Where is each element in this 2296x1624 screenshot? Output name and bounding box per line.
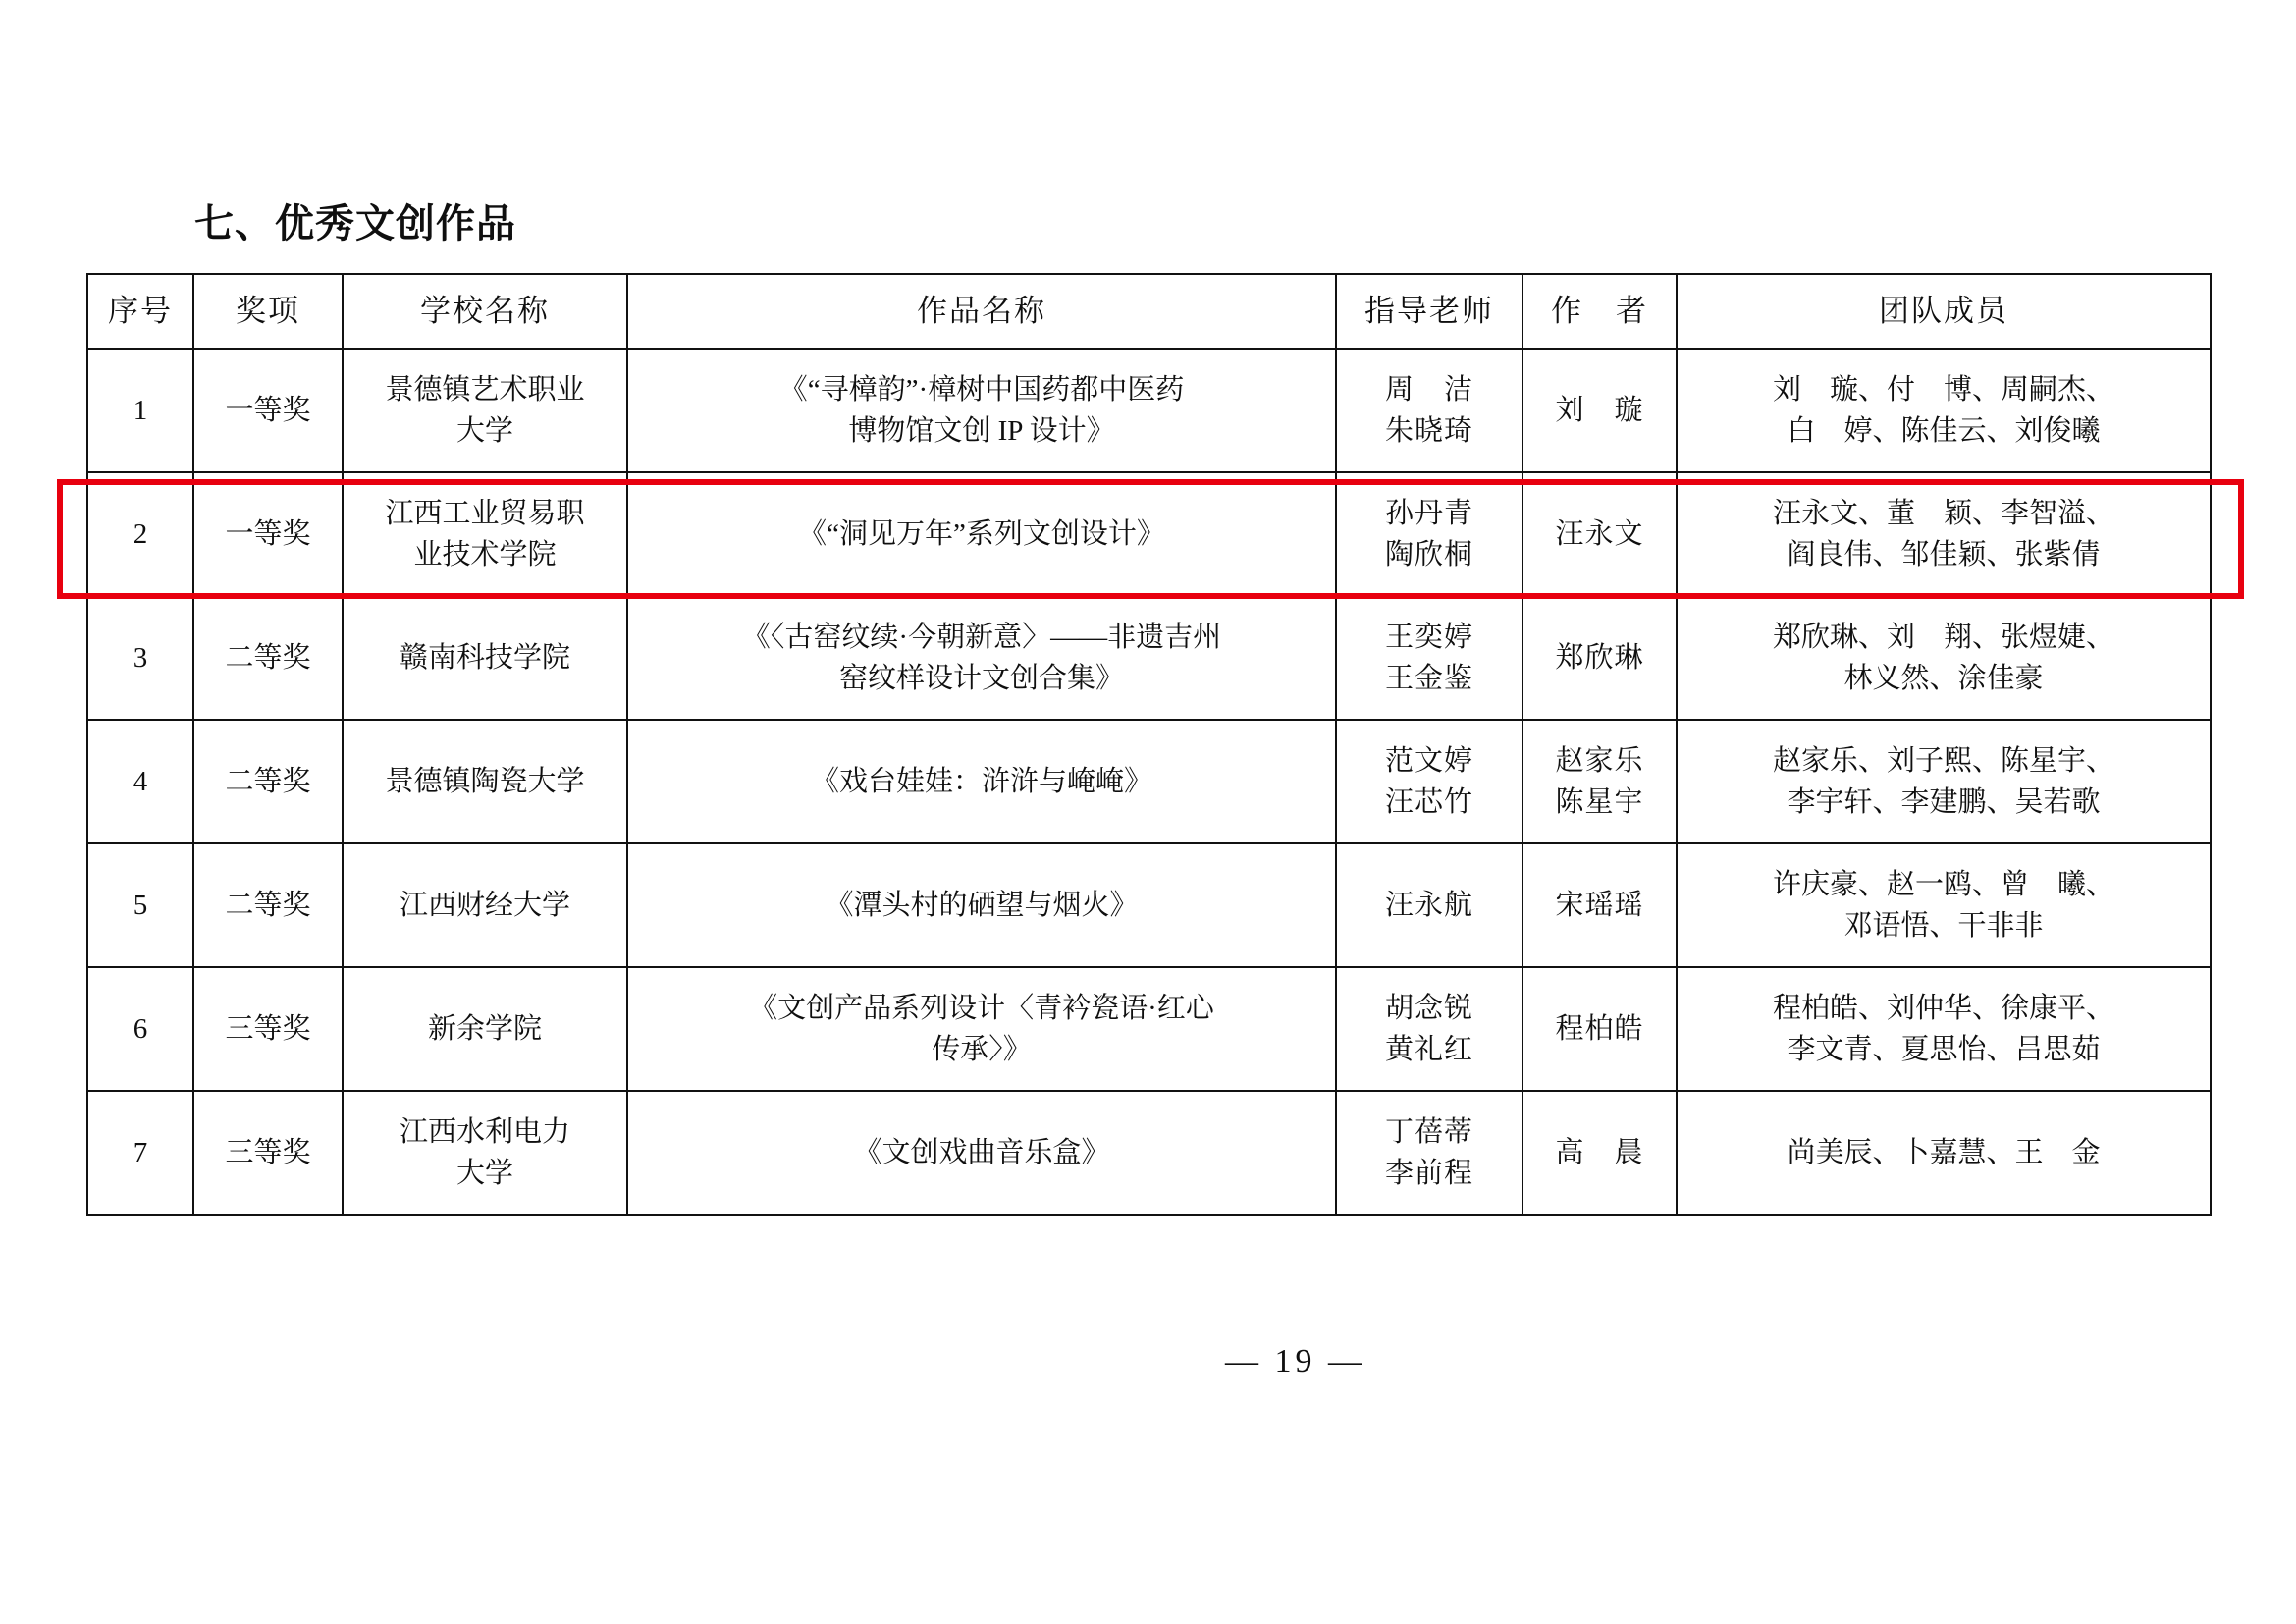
cell-author: 宋瑶瑶 bbox=[1522, 843, 1677, 967]
cell-school: 景德镇艺术职业 大学 bbox=[343, 349, 627, 472]
cell-team: 汪永文、董 颖、李智溢、 阎良伟、邹佳颖、张紫倩 bbox=[1677, 472, 2211, 596]
cell-team: 刘 璇、付 博、周嗣杰、 白 婷、陈佳云、刘俊曦 bbox=[1677, 349, 2211, 472]
cell-school: 江西水利电力 大学 bbox=[343, 1091, 627, 1215]
cell-teachers: 胡念锐 黄礼红 bbox=[1336, 967, 1522, 1091]
table-row bbox=[87, 843, 2211, 967]
cell-author: 程柏皓 bbox=[1522, 967, 1677, 1091]
cell-award: 二等奖 bbox=[193, 720, 343, 843]
cell-index: 1 bbox=[87, 349, 193, 472]
table-row bbox=[87, 720, 2211, 843]
cell-author: 郑欣琳 bbox=[1522, 596, 1677, 720]
table-row-highlighted bbox=[87, 472, 2211, 596]
cell-award: 二等奖 bbox=[193, 843, 343, 967]
cell-author: 赵家乐 陈星宇 bbox=[1522, 720, 1677, 843]
cell-award: 一等奖 bbox=[193, 472, 343, 596]
cell-award: 三等奖 bbox=[193, 1091, 343, 1215]
cell-team: 郑欣琳、刘 翔、张煜婕、 林义然、涂佳豪 bbox=[1677, 596, 2211, 720]
cell-teachers: 汪永航 bbox=[1336, 843, 1522, 967]
cell-school: 江西财经大学 bbox=[343, 843, 627, 967]
table-row bbox=[87, 596, 2211, 720]
table-row bbox=[87, 349, 2211, 472]
column-header-school: 学校名称 bbox=[343, 274, 627, 349]
cell-index: 2 bbox=[87, 472, 193, 596]
cell-work: 《“寻樟韵”·樟树中国药都中医药 博物馆文创 IP 设计》 bbox=[627, 349, 1336, 472]
cell-teachers: 王奕婷 王金鉴 bbox=[1336, 596, 1522, 720]
table-header-row bbox=[87, 274, 2211, 349]
column-header-award: 奖项 bbox=[193, 274, 343, 349]
column-header-index: 序号 bbox=[87, 274, 193, 349]
cell-teachers: 孙丹青 陶欣桐 bbox=[1336, 472, 1522, 596]
column-header-team: 团队成员 bbox=[1677, 274, 2211, 349]
cell-school: 景德镇陶瓷大学 bbox=[343, 720, 627, 843]
cell-teachers: 范文婷 汪芯竹 bbox=[1336, 720, 1522, 843]
awards-table bbox=[86, 273, 2212, 1216]
cell-award: 一等奖 bbox=[193, 349, 343, 472]
cell-school: 新余学院 bbox=[343, 967, 627, 1091]
cell-school: 江西工业贸易职 业技术学院 bbox=[343, 472, 627, 596]
cell-work: 《潭头村的硒望与烟火》 bbox=[627, 843, 1336, 967]
cell-team: 程柏皓、刘仲华、徐康平、 李文青、夏思怡、吕思茹 bbox=[1677, 967, 2211, 1091]
cell-author: 汪永文 bbox=[1522, 472, 1677, 596]
cell-index: 4 bbox=[87, 720, 193, 843]
page-footer-number: — 19 — bbox=[1225, 1343, 1365, 1380]
cell-teachers: 周 洁 朱晓琦 bbox=[1336, 349, 1522, 472]
cell-author: 高 晨 bbox=[1522, 1091, 1677, 1215]
cell-work: 《文创产品系列设计〈青衿瓷语·红心 传承〉》 bbox=[627, 967, 1336, 1091]
cell-index: 5 bbox=[87, 843, 193, 967]
cell-index: 7 bbox=[87, 1091, 193, 1215]
cell-work: 《戏台娃娃：浒浒与崦崦》 bbox=[627, 720, 1336, 843]
cell-work: 《文创戏曲音乐盒》 bbox=[627, 1091, 1336, 1215]
cell-work: 《“洞见万年”系列文创设计》 bbox=[627, 472, 1336, 596]
cell-school: 赣南科技学院 bbox=[343, 596, 627, 720]
cell-teachers: 丁蓓蒂 李前程 bbox=[1336, 1091, 1522, 1215]
column-header-teacher: 指导老师 bbox=[1336, 274, 1522, 349]
cell-team: 许庆豪、赵一鸥、曾 曦、 邓语悟、干非非 bbox=[1677, 843, 2211, 967]
cell-index: 6 bbox=[87, 967, 193, 1091]
column-header-work: 作品名称 bbox=[627, 274, 1336, 349]
page-title: 七、优秀文创作品 bbox=[194, 201, 516, 245]
awards-table-container bbox=[86, 273, 2210, 1216]
cell-award: 二等奖 bbox=[193, 596, 343, 720]
column-header-author: 作 者 bbox=[1522, 274, 1677, 349]
table-row bbox=[87, 1091, 2211, 1215]
cell-award: 三等奖 bbox=[193, 967, 343, 1091]
cell-index: 3 bbox=[87, 596, 193, 720]
cell-author: 刘 璇 bbox=[1522, 349, 1677, 472]
cell-team: 尚美辰、卜嘉慧、王 金 bbox=[1677, 1091, 2211, 1215]
cell-work: 《〈古窑纹续·今朝新意〉——非遗吉州 窑纹样设计文创合集》 bbox=[627, 596, 1336, 720]
table-row bbox=[87, 967, 2211, 1091]
cell-team: 赵家乐、刘子熙、陈星宇、 李宇轩、李建鹏、吴若歌 bbox=[1677, 720, 2211, 843]
